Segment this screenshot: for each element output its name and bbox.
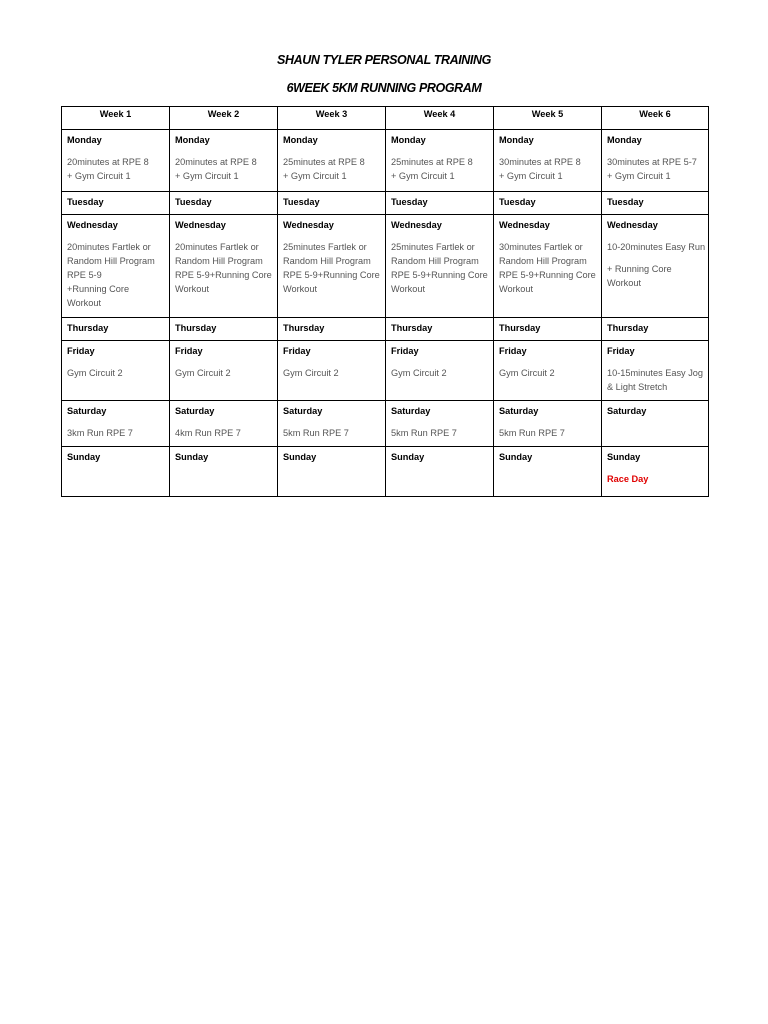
week-header: Week 2	[170, 107, 278, 130]
schedule-cell	[386, 447, 494, 497]
day-label: Wednesday	[499, 220, 550, 230]
week-header: Week 6	[602, 107, 709, 130]
day-label: Tuesday	[175, 197, 212, 207]
training-schedule-table	[61, 106, 709, 497]
workout-detail: Gym Circuit 2	[67, 368, 123, 378]
workout-detail: 20minutes at RPE 8 + Gym Circuit 1	[175, 157, 257, 181]
schedule-cell	[170, 130, 278, 192]
schedule-cell	[62, 192, 170, 215]
day-label: Thursday	[499, 323, 541, 333]
schedule-cell	[170, 215, 278, 318]
workout-detail: 30minutes at RPE 5-7 + Gym Circuit 1	[607, 157, 697, 181]
day-label: Thursday	[607, 323, 649, 333]
schedule-cell	[62, 318, 170, 341]
workout-detail: 10-15minutes Easy Jog & Light Stretch	[607, 368, 704, 392]
friday-row	[62, 341, 709, 401]
day-label: Tuesday	[499, 197, 536, 207]
schedule-cell	[386, 401, 494, 447]
tuesday-row	[62, 192, 709, 215]
schedule-cell	[386, 192, 494, 215]
workout-detail: Gym Circuit 2	[283, 368, 339, 378]
program-name-title: 6WEEK 5KM RUNNING PROGRAM	[286, 80, 482, 96]
workout-detail: 25minutes at RPE 8 + Gym Circuit 1	[283, 157, 365, 181]
day-label: Friday	[607, 346, 635, 356]
schedule-cell	[494, 341, 602, 401]
schedule-cell	[602, 215, 709, 318]
day-label: Monday	[391, 135, 426, 145]
day-label: Friday	[67, 346, 95, 356]
day-label: Sunday	[175, 452, 209, 462]
schedule-cell	[602, 130, 709, 192]
sunday-row	[62, 447, 709, 497]
schedule-cell	[386, 130, 494, 192]
workout-detail: Gym Circuit 2	[175, 368, 231, 378]
day-label: Friday	[391, 346, 419, 356]
schedule-cell	[278, 447, 386, 497]
day-label: Saturday	[283, 406, 323, 416]
schedule-cell	[386, 318, 494, 341]
schedule-cell	[62, 401, 170, 447]
day-label: Wednesday	[283, 220, 334, 230]
day-label: Tuesday	[283, 197, 320, 207]
workout-detail: 25minutes at RPE 8 + Gym Circuit 1	[391, 157, 473, 181]
day-label: Friday	[499, 346, 527, 356]
workout-detail: 5km Run RPE 7	[283, 428, 349, 438]
day-label: Wednesday	[607, 220, 658, 230]
schedule-cell	[602, 401, 709, 447]
schedule-cell	[278, 130, 386, 192]
schedule-cell	[494, 215, 602, 318]
workout-detail: 4km Run RPE 7	[175, 428, 241, 438]
schedule-cell	[602, 341, 709, 401]
schedule-cell	[62, 341, 170, 401]
schedule-cell	[278, 341, 386, 401]
day-label: Wednesday	[175, 220, 226, 230]
day-label: Monday	[283, 135, 318, 145]
day-label: Thursday	[391, 323, 433, 333]
day-label: Wednesday	[67, 220, 118, 230]
schedule-cell	[602, 447, 709, 497]
day-label: Friday	[283, 346, 311, 356]
workout-detail: Gym Circuit 2	[499, 368, 555, 378]
schedule-cell	[170, 318, 278, 341]
week-header-row	[62, 107, 709, 130]
schedule-cell	[278, 401, 386, 447]
day-label: Monday	[175, 135, 210, 145]
day-label: Saturday	[499, 406, 539, 416]
workout-detail: 20minutes Fartlek or Random Hill Program RPE 5-9 +Running Core Workout	[67, 242, 155, 308]
day-label: Monday	[67, 135, 102, 145]
schedule-cell	[386, 341, 494, 401]
wednesday-row	[62, 215, 709, 318]
schedule-cell	[494, 318, 602, 341]
workout-detail: 30minutes Fartlek or Random Hill Program RPE 5-9+Running Core Workout	[499, 242, 596, 294]
week-header: Week 3	[278, 107, 386, 130]
schedule-cell	[62, 130, 170, 192]
day-label: Saturday	[67, 406, 107, 416]
thursday-row	[62, 318, 709, 341]
workout-detail: 30minutes at RPE 8 + Gym Circuit 1	[499, 157, 581, 181]
schedule-cell	[494, 401, 602, 447]
week-header: Week 5	[494, 107, 602, 130]
workout-detail-extra: + Running Core Workout	[607, 264, 672, 288]
workout-detail: 20minutes Fartlek or Random Hill Program RPE 5-9+Running Core Workout	[175, 242, 272, 294]
workout-detail: 5km Run RPE 7	[499, 428, 565, 438]
day-label: Sunday	[391, 452, 425, 462]
day-label: Sunday	[499, 452, 533, 462]
day-label: Saturday	[175, 406, 215, 416]
workout-detail: 3km Run RPE 7	[67, 428, 133, 438]
schedule-cell	[278, 215, 386, 318]
day-label: Sunday	[283, 452, 317, 462]
schedule-cell	[494, 130, 602, 192]
schedule-cell	[494, 447, 602, 497]
program-owner-title: SHAUN TYLER PERSONAL TRAINING	[277, 52, 491, 68]
day-label: Sunday	[607, 452, 641, 462]
day-label: Thursday	[67, 323, 109, 333]
workout-detail: Gym Circuit 2	[391, 368, 447, 378]
day-label: Thursday	[175, 323, 217, 333]
workout-detail: 25minutes Fartlek or Random Hill Program RPE 5-9+Running Core Workout	[391, 242, 488, 294]
monday-row	[62, 130, 709, 192]
race-day-label: Race Day	[607, 474, 649, 484]
schedule-cell	[170, 341, 278, 401]
day-label: Thursday	[283, 323, 325, 333]
schedule-cell	[278, 192, 386, 215]
schedule-cell	[494, 192, 602, 215]
week-header: Week 4	[386, 107, 494, 130]
day-label: Monday	[499, 135, 534, 145]
day-label: Tuesday	[391, 197, 428, 207]
schedule-cell	[278, 318, 386, 341]
schedule-cell	[386, 215, 494, 318]
day-label: Tuesday	[67, 197, 104, 207]
day-label: Sunday	[67, 452, 101, 462]
schedule-cell	[602, 192, 709, 215]
workout-detail: 25minutes Fartlek or Random Hill Program RPE 5-9+Running Core Workout	[283, 242, 380, 294]
schedule-cell	[170, 192, 278, 215]
schedule-cell	[602, 318, 709, 341]
schedule-cell	[62, 447, 170, 497]
day-label: Monday	[607, 135, 642, 145]
schedule-cell	[170, 401, 278, 447]
day-label: Saturday	[607, 406, 647, 416]
day-label: Friday	[175, 346, 203, 356]
week-header: Week 1	[62, 107, 170, 130]
workout-detail: 10-20minutes Easy Run	[607, 242, 706, 252]
saturday-row	[62, 401, 709, 447]
workout-detail: 20minutes at RPE 8 + Gym Circuit 1	[67, 157, 149, 181]
workout-detail: 5km Run RPE 7	[391, 428, 457, 438]
day-label: Wednesday	[391, 220, 442, 230]
schedule-cell	[62, 215, 170, 318]
day-label: Saturday	[391, 406, 431, 416]
day-label: Tuesday	[607, 197, 644, 207]
schedule-cell	[170, 447, 278, 497]
